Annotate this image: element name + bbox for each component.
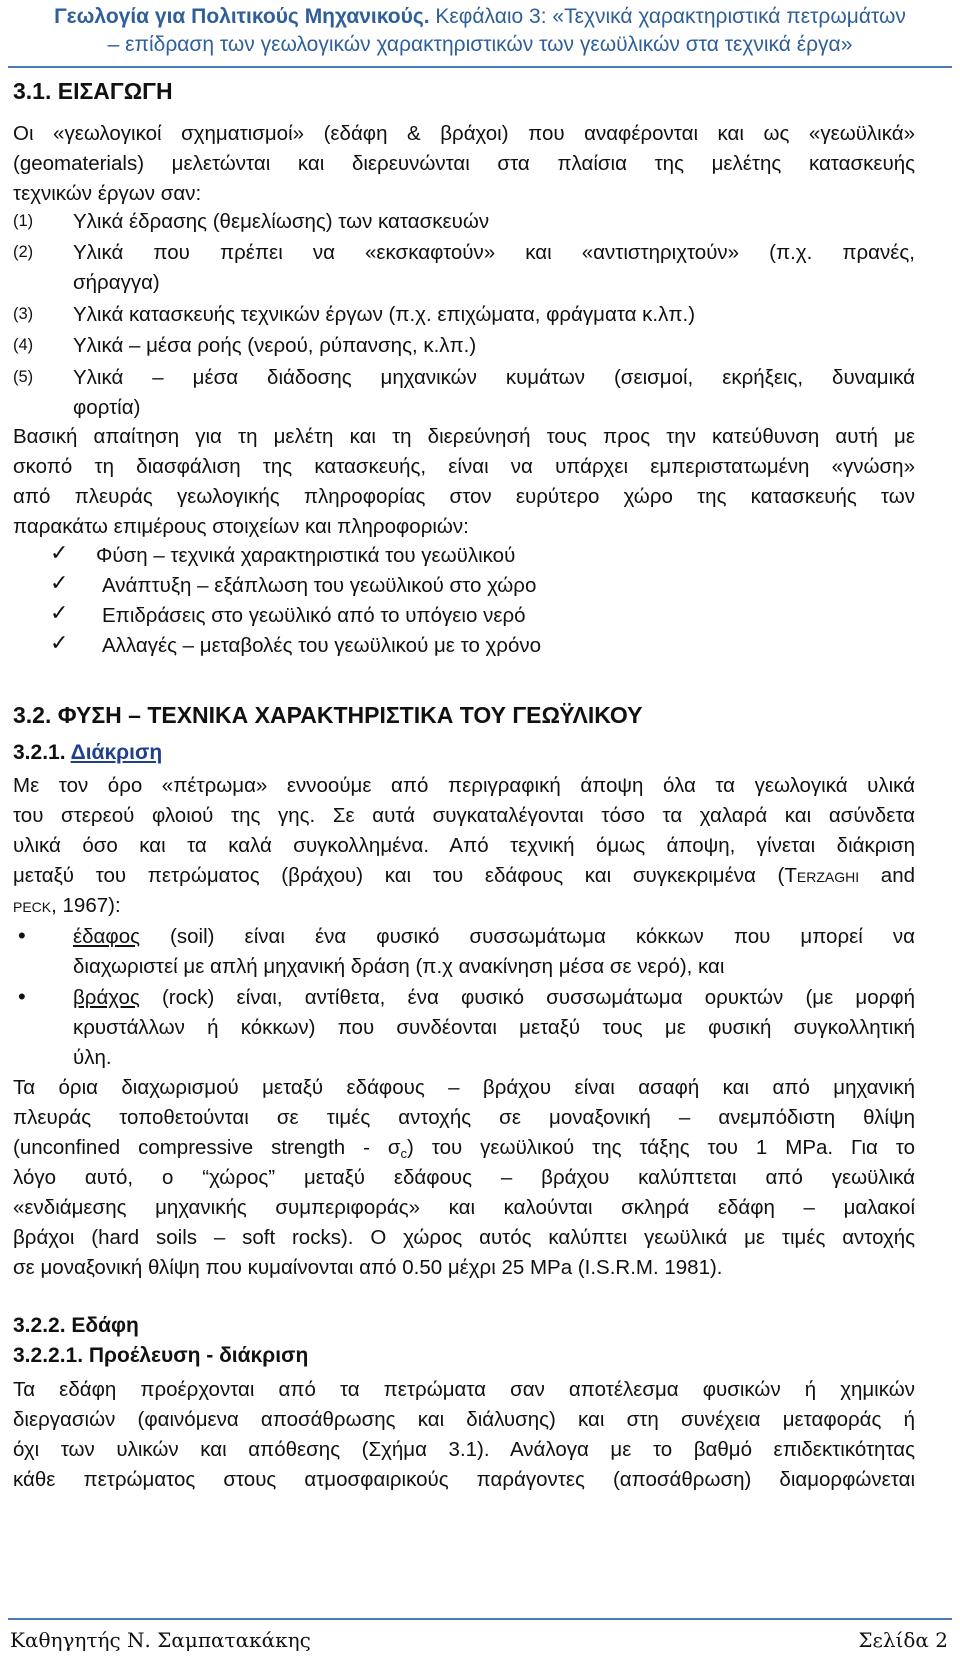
chapter-title: Κεφάλαιο 3: «Τεχνικά χαρακτηριστικά πετρωμάτων [429,5,906,28]
checklist-item: Ανάπτυξη – εξάπλωση του γεωϋλικού στο χώρο [102,574,537,597]
paragraph-line: «ενδιάμεσης μηχανικής συμπεριφοράς» και καλούνται σκληρά εδάφη – μαλακοί [13,1196,915,1219]
paragraph-line: του στερεού φλοιού της γης. Σε αυτά συγκαταλέγονται τόσο τα χαλαρά και ασύνδετα [13,804,915,827]
section-3-2-2-1-heading: 3.2.2.1. Προέλευση - διάκριση [13,1344,309,1367]
section-3-2-1-heading [13,741,162,765]
running-header-line-1 [0,3,960,31]
list-item-continuation: σήραγγα) [73,271,160,294]
section-3-2-2-heading: 3.2.2. Εδάφη [13,1314,139,1337]
paragraph-line: Βασική απαίτηση για τη μελέτη και τη διερεύνησή τους προς την κατεύθυνση αυτή με [13,425,915,448]
term-rock: βράχος [73,986,140,1009]
paragraph-line: βράχοι (hard soils – soft rocks). Ο χώρος αυτός καλύπτει γεωϋλικά με τιμές αντοχής [13,1226,915,1249]
paragraph-line: από πλευράς γεωλογικής πληροφορίας στον ευρύτερο χώρο της κατασκευής των [13,485,915,508]
header-divider [8,66,952,68]
paragraph-line: (geomaterials) μελετώνται και διερευνώνται στα πλαίσια της μελέτης κατασκευής [13,152,915,175]
bullet-item [73,982,915,1014]
text-run: (soil) είναι ένα φυσικό συσσωμάτωμα κόκκων που μπορεί να [139,925,915,948]
list-item: Υλικά που πρέπει να «εκσκαφτούν» και «αντιστηριχτούν» (π.χ. πρανές, [73,241,915,264]
paragraph-line: σκοπό τη διασφάλιση της κατασκευής, είναι να υπάρχει εμπεριστατωμένη «γνώση» [13,455,915,478]
list-number: (4) [13,336,34,354]
list-item: Υλικά κατασκευής τεχνικών έργων (π.χ. επιχώματα, φράγματα κ.λπ.) [73,303,696,326]
paragraph-line: Τα εδάφη προέρχονται από τα πετρώματα σαν αποτέλεσμα φυσικών ή χημικών [13,1378,915,1401]
paragraph-line: πλευράς τοποθετούνται σε τιμές αντοχής σε μοναξονική – ανεμπόδιστη θλίψη [13,1106,915,1129]
term-soil: έδαφος [73,925,140,948]
author-name: erzaghi [796,864,860,887]
bullet-item-continuation: κρυστάλλων ή κόκκων) που συνδέονται μεταξύ τους με φυσική συγκολλητική [73,1016,915,1039]
checklist-item: Φύση – τεχνικά χαρακτηριστικά του γεωϋλικού [96,544,516,567]
bullet-item-continuation: διαχωριστεί με απλή μηχανική δράση (π.χ ανακίνηση μέσα σε νερό), και [73,955,725,978]
list-item-continuation: φορτία) [73,396,141,419]
bullet-item [73,921,915,953]
list-number: (3) [13,305,34,323]
paragraph-line: κάθε πετρώματος στους ατμοσφαιρικούς παράγοντες (αποσάθρωση) διαμορφώνεται [13,1468,915,1491]
list-item: Υλικά – μέσα διάδοσης μηχανικών κυμάτων (σεισμοί, εκρήξεις, δυναμικά [73,366,915,389]
paragraph-line: Οι «γεωλογικοί σχηματισμοί» (εδάφη & βράχοι) που αναφέρονται και ως «γεωϋλικά» [13,122,915,145]
bullet-icon: • [18,984,26,1009]
checkmark-icon: ✓ [50,600,69,625]
text-run: and [859,864,916,887]
list-item: Υλικά – μέσα ροής (νερού, ρύπανσης, κ.λπ.) [73,334,477,357]
list-number: (5) [13,368,34,386]
footer-divider [8,1618,952,1620]
bullet-item-continuation: ύλη. [73,1046,112,1069]
paragraph-line [13,860,915,892]
checkmark-icon: ✓ [50,630,69,655]
text-run: μεταξύ του πετρώματος (βράχου) και του εδάφους και συγκεκριμένα (T [13,864,797,887]
list-number: (1) [13,212,34,230]
checklist-item: Αλλαγές – μεταβολές του γεωϋλικού με το χρόνο [102,634,542,657]
section-number: 3.2.1. [13,741,71,764]
paragraph-line: παρακάτω επιμέρους στοιχείων και πληροφοριών: [13,515,469,538]
paragraph-line: υλικά όσο και τα καλά συγκολλημένα. Από τεχνική όμως άποψη, γίνεται διάκριση [13,834,915,857]
book-title: Γεωλογία για Πολιτικούς Μηχανικούς. [54,5,430,28]
footer-author: Καθηγητής Ν. Σαμπατακάκης [10,1628,311,1652]
paragraph-line [13,890,915,922]
checkmark-icon: ✓ [50,540,69,565]
paragraph-line: λόγο αυτό, ο “χώρος” μεταξύ εδάφους – βράχου καλύπτεται από γεωϋλικά [13,1166,915,1189]
list-number: (2) [13,243,34,261]
author-name: peck [13,894,52,917]
text-run: ) του γεωϋλικού της τάξης του 1 MPa. Για το [407,1136,915,1159]
checkmark-icon: ✓ [50,570,69,595]
text-run: , 1967): [51,894,121,917]
bullet-icon: • [18,923,26,948]
section-title-link: Διάκριση [70,741,163,764]
section-3-2-heading: 3.2. ΦΥΣΗ – ΤΕΧΝΙΚΑ ΧΑΡΑΚΤΗΡΙΣΤΙΚΑ ΤΟΥ ΓΕΩΫΛΙΚΟΥ [13,702,643,728]
text-run: (unconfined compressive strength - σ [13,1136,401,1159]
page-number: Σελίδα 2 [858,1628,948,1652]
text-run: (rock) είναι, αντίθετα, ένα φυσικό συσσωμάτωμα ορυκτών (με μορφή [139,986,915,1009]
list-item: Υλικά έδρασης (θεμελίωσης) των κατασκευών [73,210,490,233]
paragraph-line: διεργασιών (φαινόμενα αποσάθρωσης και διάλυσης) και στη συνέχεια μεταφοράς ή [13,1408,915,1431]
checklist-item: Επιδράσεις στο γεωϋλικό από το υπόγειο νερό [102,604,526,627]
section-3-1-heading: 3.1. ΕΙΣΑΓΩΓΗ [13,78,173,104]
paragraph-line: Τα όρια διαχωρισμού μεταξύ εδάφους – βράχου είναι ασαφή και από μηχανική [13,1076,915,1099]
paragraph-line: όχι των υλικών και απόθεσης (Σχήμα 3.1). Ανάλογα με το βαθμό επιδεκτικότητας [13,1438,915,1461]
subscript: c [400,1146,408,1161]
running-header-line-2: – επίδραση των γεωλογικών χαρακτηριστικών των γεωϋλικών στα τεχνικά έργα» [107,33,853,56]
paragraph-line: τεχνικών έργων σαν: [13,182,202,205]
paragraph-line: σε μοναξονική θλίψη που κυμαίνονται από 0.50 μέχρι 25 MPa (I.S.R.M. 1981). [13,1256,723,1279]
paragraph-line: Με τον όρο «πέτρωμα» εννοούμε από περιγραφική άποψη όλα τα γεωλογικά υλικά [13,774,915,797]
